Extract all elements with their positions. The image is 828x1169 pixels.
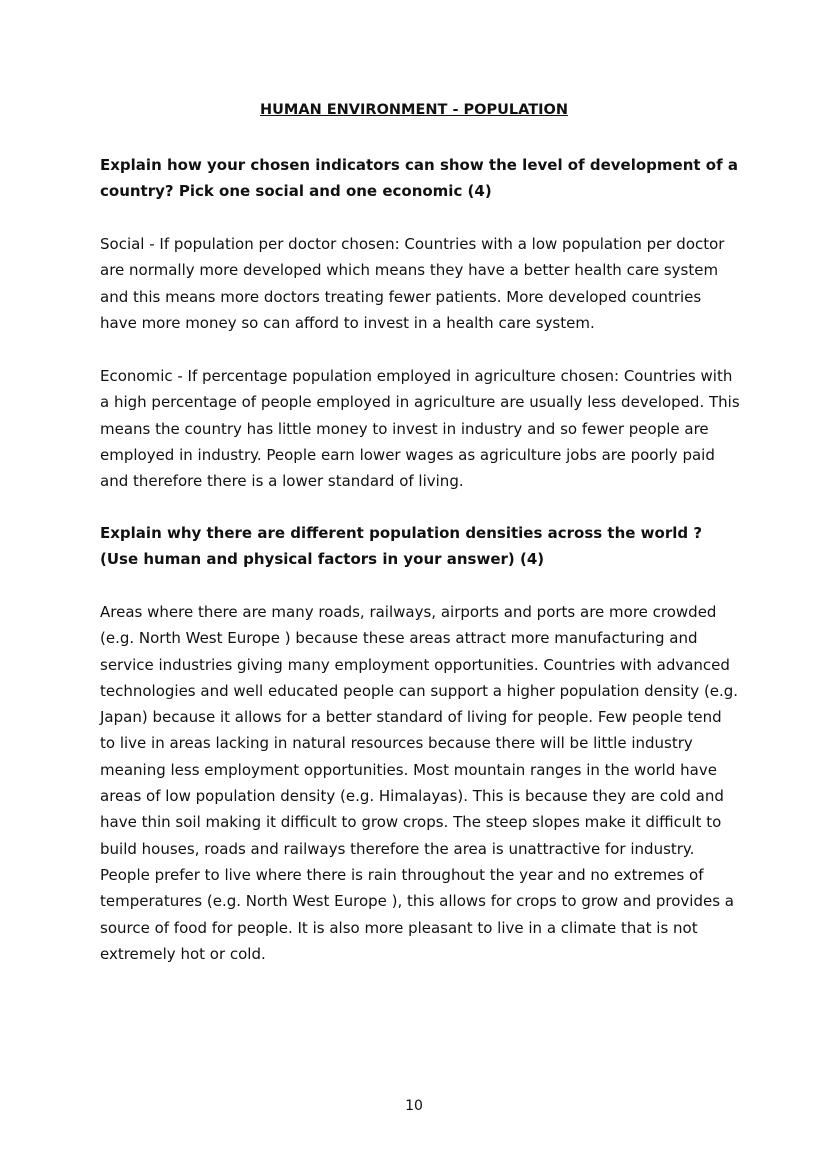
question-development-indicators: Explain how your chosen indicators can show the level of development of a country? Pick one social and one economic (4) — [100, 156, 738, 201]
answer-social-indicator: Social - If population per doctor chosen: Countries with a low population per doctor are normally more developed which means they have a better health care system and this means more doctors treating fewer patients. More developed countries have more money so can afford to invest in a health care system. — [100, 235, 725, 332]
question-population-density: Explain why there are different population densities across the world ? (Use human and physical factors in your answer) (4) — [100, 524, 703, 569]
page-number: 10 — [405, 1098, 423, 1114]
page-title: HUMAN ENVIRONMENT - POPULATION — [260, 102, 568, 118]
answer-population-density: Areas where there are many roads, railways, airports and ports are more crowded (e.g. North West Europe ) because these areas attract more manufacturing and service industries giving many employment opportunities. Countries with advanced technologies and well educated people can support a higher population density (e.g. Japan) because it allows for a better standard of living for people. Few people tend to live in areas lacking in natural resources because there will be little industry meaning less employment opportunities. Most mountain ranges in the world have areas of low population density (e.g. Himalayas). This is because they are cold and have thin soil making it difficult to grow crops. The steep slopes make it difficult to build houses, roads and railways therefore the area is unattractive for industry. People prefer to live where there is rain throughout the year and no extremes of temperatures (e.g. North West Europe ), this allows for crops to grow and provides a source of food for people. It is also more pleasant to live in a climate that is not extremely hot or cold. — [100, 603, 739, 963]
answer-economic-indicator: Economic - If percentage population employed in agriculture chosen: Countries with a high percentage of people employed in agriculture are usually less developed. This means the country has little money to invest in industry and so fewer people are employed in industry. People earn lower wages as agriculture jobs are poorly paid and therefore there is a lower standard of living. — [100, 367, 740, 491]
